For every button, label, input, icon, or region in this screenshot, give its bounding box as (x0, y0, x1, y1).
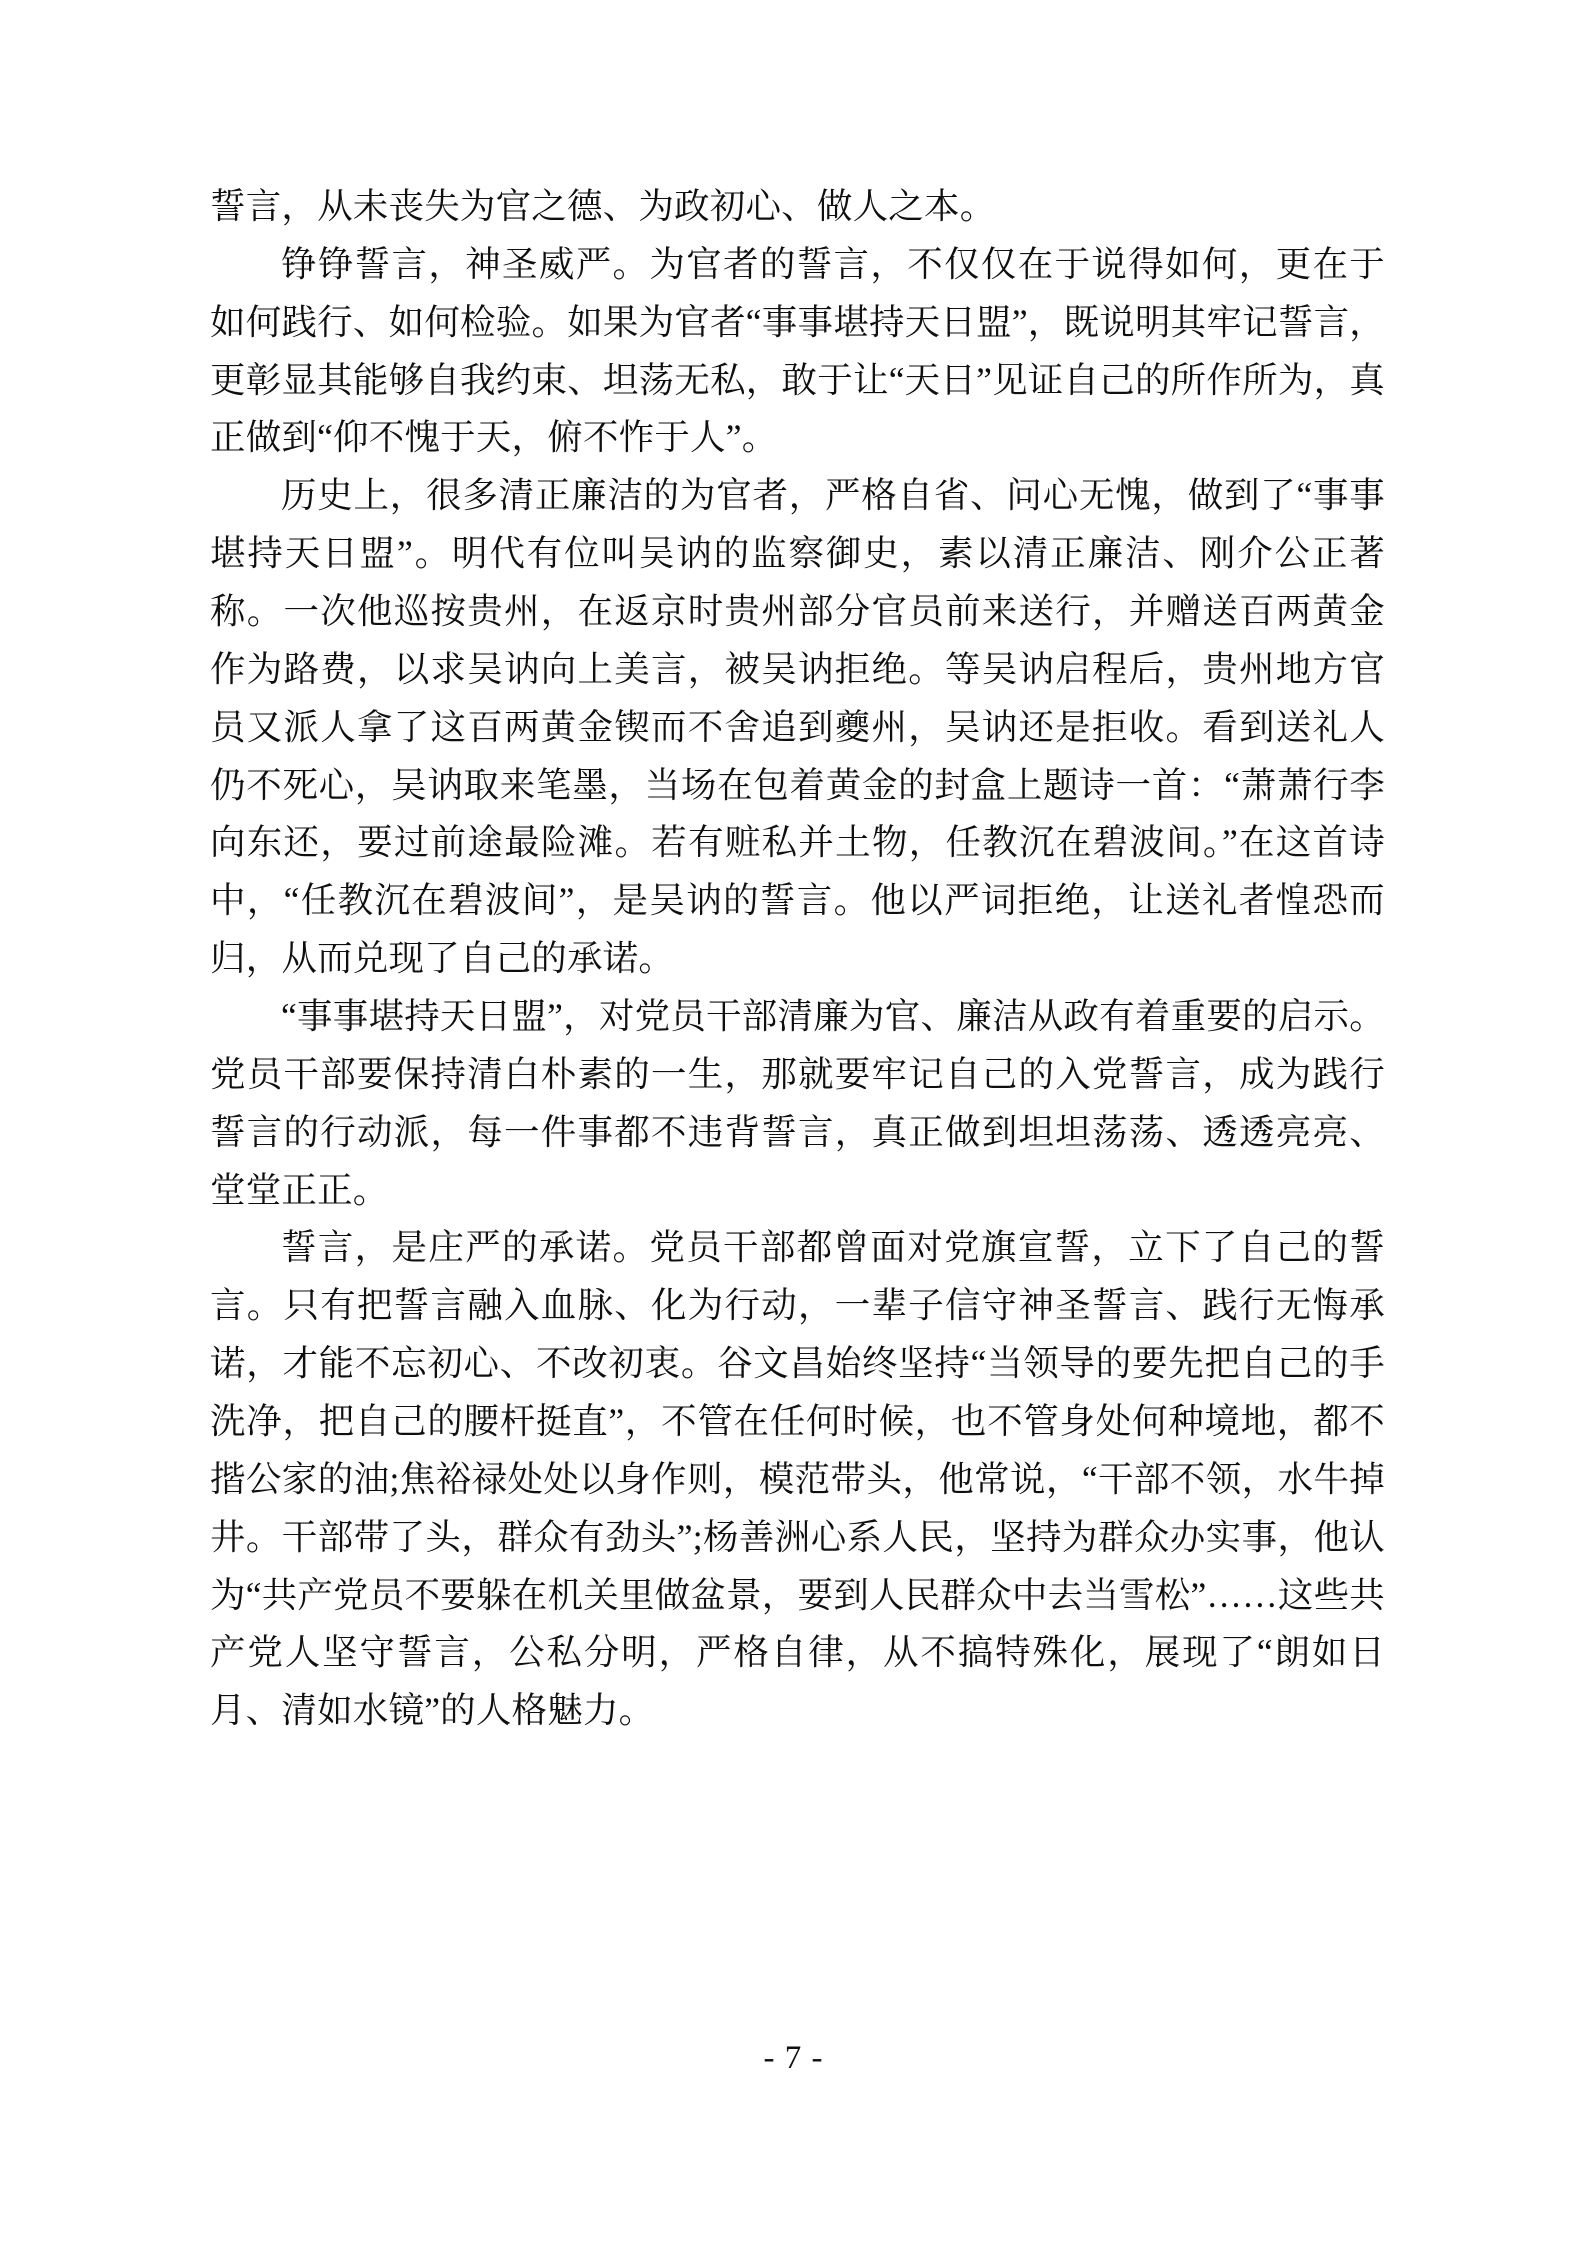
paragraph: “事事堪持天日盟”，对党员干部清廉为官、廉洁从政有着重要的启示。党员干部要保持清白朴素的一生，那就要牢记自己的入党誓言，成为践行誓言的行动派，每一件事都不违背誓言，真正做到坦坦荡荡、透透亮亮、堂堂正正。 (210, 996, 1385, 1210)
paragraph: 历史上，很多清正廉洁的为官者，严格自省、问心无愧，做到了“事事堪持天日盟”。明代有位叫吴讷的监察御史，素以清正廉洁、刚介公正著称。一次他巡按贵州，在返京时贵州部分官员前来送行，并赠送百两黄金作为路费，以求吴讷向上美言，被吴讷拒绝。等吴讷启程后，贵州地方官员又派人拿了这百两黄金锲而不舍追到夔州，吴讷还是拒收。看到送礼人仍不死心，吴讷取来笔墨，当场在包着黄金的封盒上题诗一首：“萧萧行李向东还，要过前途最险滩。若有赃私并土物，任教沉在碧波间。”在这首诗中，“任教沉在碧波间”，是吴讷的誓言。他以严词拒绝，让送礼者惶恐而归，从而兑现了自己的承诺。 (210, 475, 1385, 979)
paragraph: 誓言，是庄严的承诺。党员干部都曾面对党旗宣誓，立下了自己的誓言。只有把誓言融入血脉、化为行动，一辈子信守神圣誓言、践行无悔承诺，才能不忘初心、不改初衷。谷文昌始终坚持“当领导的要先把自己的手洗净，把自己的腰杆挺直”，不管在任何时候，也不管身处何种境地，都不揩公家的油;焦裕禄处处以身作则，模范带头，他常说，“干部不领，水牛掉井。干部带了头，群众有劲头”;杨善洲心系人民，坚持为群众办实事，他认为“共产党员不要躲在机关里做盆景，要到人民群众中去当雪松”……这些共产党人坚守誓言，公私分明，严格自律，从不搞特殊化，展现了“朗如日月、清如水镜”的人格魅力。 (210, 1227, 1385, 1731)
page-number: - 7 - (763, 2040, 824, 2076)
paragraph: 铮铮誓言，神圣威严。为官者的誓言，不仅仅在于说得如何，更在于如何践行、如何检验。如果为官者“事事堪持天日盟”，既说明其牢记誓言，更彰显其能够自我约束、坦荡无私，敢于让“天日”见证自己的所作所为，真正做到“仰不愧于天，俯不怍于人”。 (210, 243, 1385, 458)
document-body (210, 178, 1385, 1740)
paragraph: 誓言，从未丧失为官之德、为政初心、做人之本。 (210, 186, 996, 226)
